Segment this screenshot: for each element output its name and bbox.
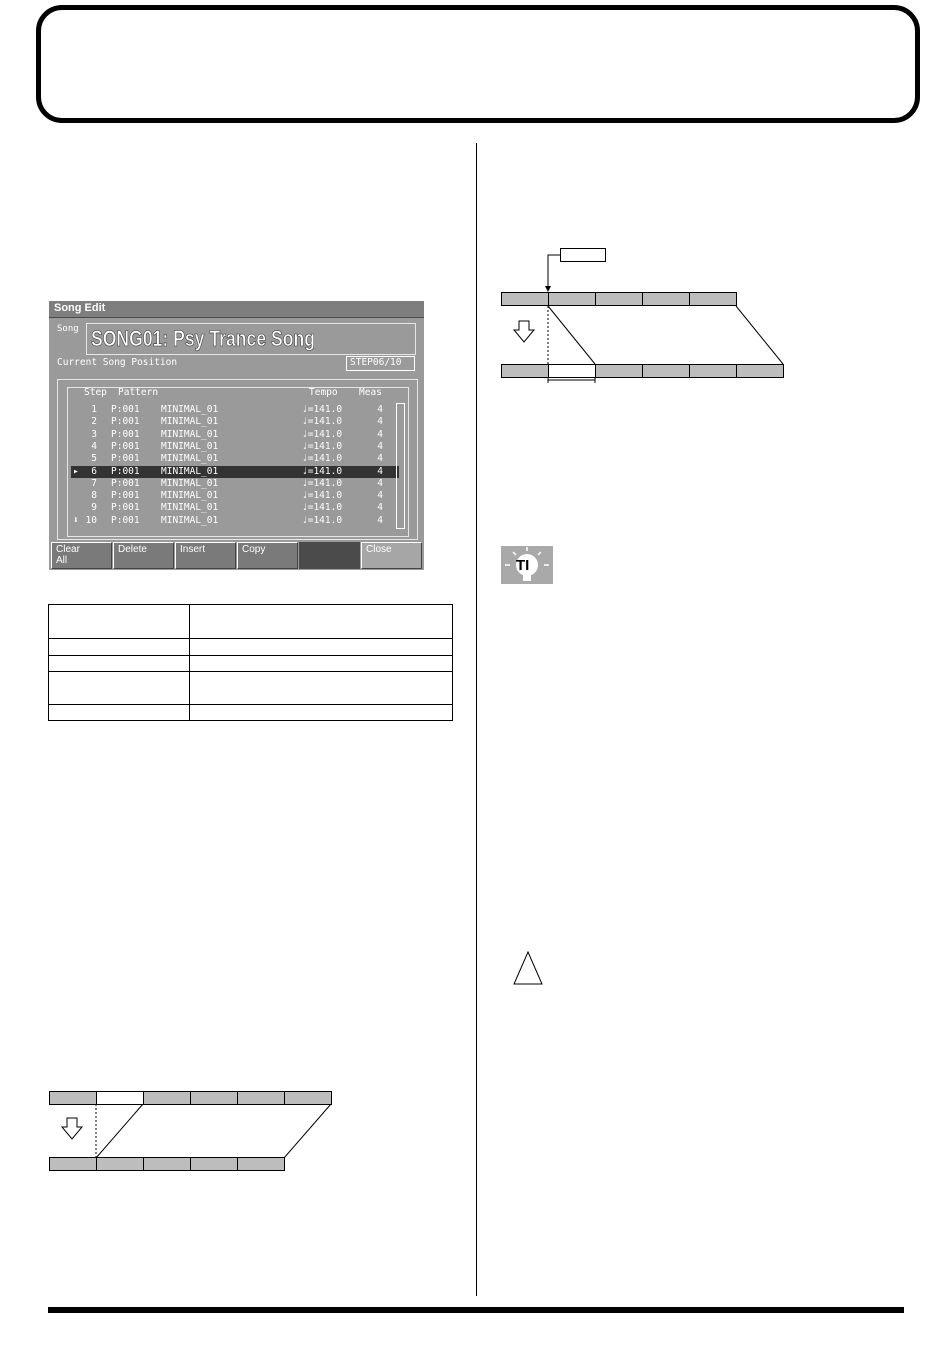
segment-block <box>595 292 643 306</box>
table-row[interactable] <box>71 416 399 428</box>
tip-icon-text: TI <box>516 557 530 574</box>
segment-block <box>689 364 737 378</box>
song-name-field[interactable] <box>86 323 416 355</box>
table-row[interactable] <box>71 515 399 527</box>
step-number: 9 <box>91 502 97 514</box>
position-value: STEP06/10 <box>350 357 402 368</box>
step-number: 2 <box>91 416 97 428</box>
pattern-name: MINIMAL_01 <box>161 440 219 452</box>
insert-button[interactable] <box>175 542 236 569</box>
step-number: 5 <box>91 453 97 465</box>
header-pattern: Pattern <box>118 387 159 398</box>
segment-block <box>595 364 643 378</box>
inserted-segment-block <box>548 364 596 378</box>
table-row[interactable] <box>71 404 399 416</box>
segment-block <box>190 1091 238 1105</box>
tempo-value: ♩=141.0 <box>302 404 343 415</box>
segment-block <box>237 1091 285 1105</box>
table-cell <box>49 705 190 721</box>
pattern-name: MINIMAL_01 <box>161 502 219 514</box>
table-row <box>49 705 453 721</box>
tempo-value: ♩=141.0 <box>302 453 343 465</box>
step-number: 7 <box>91 477 97 489</box>
step-number: 8 <box>91 490 97 502</box>
meas-value: 4 <box>377 477 383 489</box>
meas-value: 4 <box>377 416 383 428</box>
segment-block <box>49 1157 97 1171</box>
table-cell <box>190 656 453 672</box>
column-divider <box>476 143 477 1296</box>
table-row[interactable] <box>71 502 399 514</box>
segment-block <box>501 292 549 306</box>
song-label: Song <box>57 324 79 334</box>
table-row <box>49 639 453 656</box>
row-marker-icon: ⬇ <box>73 514 79 526</box>
meas-value: 4 <box>377 440 383 452</box>
tip-lightbulb-icon <box>501 546 553 584</box>
tempo-value: ♩=141.0 <box>302 502 343 514</box>
tempo-value: ♩=141.0 <box>302 440 343 452</box>
screen-title: Song Edit <box>54 302 106 314</box>
segment-block <box>143 1157 191 1171</box>
copy-label: Copy <box>242 544 266 555</box>
step-number: 6 <box>91 465 97 477</box>
tempo-value: ♩=141.0 <box>302 514 343 526</box>
header-tempo: Tempo <box>309 387 338 398</box>
step-number: 3 <box>91 428 97 440</box>
deleted-segment-block <box>96 1091 144 1105</box>
pattern-name: MINIMAL_01 <box>161 453 219 465</box>
pattern-name: MINIMAL_01 <box>161 416 219 428</box>
segment-block <box>548 292 596 306</box>
position-label: Current Song Position <box>57 357 178 368</box>
tempo-value: ♩=141.0 <box>302 465 343 477</box>
close-button[interactable] <box>361 542 422 569</box>
segment-block <box>642 364 690 378</box>
warning-triangle-icon <box>512 951 544 987</box>
song-edit-screen <box>49 301 424 570</box>
segment-block <box>143 1091 191 1105</box>
table-row[interactable] <box>71 441 399 453</box>
step-number: 4 <box>91 440 97 452</box>
down-arrow-icon <box>514 321 534 342</box>
down-arrow-icon <box>62 1118 82 1139</box>
table-row[interactable] <box>71 478 399 490</box>
insert-diagram <box>500 248 790 388</box>
meas-value: 4 <box>377 404 383 415</box>
tempo-value: ♩=141.0 <box>302 477 343 489</box>
table-row <box>49 672 453 705</box>
tempo-value: ♩=141.0 <box>302 416 343 428</box>
pattern-number: P:001 <box>111 502 140 514</box>
meas-value: 4 <box>377 514 383 526</box>
step-number: 10 <box>85 514 97 526</box>
table-cell <box>190 705 453 721</box>
pattern-name: MINIMAL_01 <box>161 404 219 415</box>
pattern-number: P:001 <box>111 490 140 502</box>
meas-value: 4 <box>377 465 383 477</box>
table-row <box>49 605 453 639</box>
position-field[interactable] <box>346 356 415 371</box>
pattern-number: P:001 <box>111 404 140 415</box>
meas-value: 4 <box>377 428 383 440</box>
header-meas: Meas <box>359 387 382 398</box>
pattern-name: MINIMAL_01 <box>161 490 219 502</box>
segment-block <box>501 364 549 378</box>
step-number: 1 <box>91 404 97 415</box>
screen-title-bar <box>49 301 424 318</box>
segment-block <box>237 1157 285 1171</box>
pattern-number: P:001 <box>111 440 140 452</box>
delete-button[interactable] <box>113 542 174 569</box>
insert-label: Insert <box>180 544 206 555</box>
delete-diagram <box>48 1090 338 1172</box>
tempo-value: ♩=141.0 <box>302 490 343 502</box>
header-step: Step <box>84 387 107 398</box>
delete-label: Delete <box>118 544 147 555</box>
song-name: SONG01: Psy Trance Song <box>91 326 315 351</box>
table-row[interactable] <box>71 466 399 478</box>
chapter-header-box <box>36 5 920 123</box>
pattern-number: P:001 <box>111 416 140 428</box>
pattern-number: P:001 <box>111 453 140 465</box>
meas-value: 4 <box>377 453 383 465</box>
bottom-rule <box>48 1307 904 1313</box>
close-label: Close <box>366 544 392 555</box>
segment-block <box>736 364 784 378</box>
row-marker-icon: ▸ <box>73 465 79 477</box>
table-cell <box>49 605 190 639</box>
table-cell <box>49 672 190 705</box>
clear-all-button[interactable] <box>51 542 112 569</box>
segment-block <box>190 1157 238 1171</box>
table-cell <box>49 656 190 672</box>
pattern-number: P:001 <box>111 428 140 440</box>
table-row[interactable] <box>71 453 399 465</box>
list-scrollbar[interactable] <box>396 403 405 529</box>
table-cell <box>190 639 453 656</box>
clear-all-label: Clear All <box>56 544 80 566</box>
table-row <box>49 656 453 672</box>
segment-block <box>96 1157 144 1171</box>
pattern-name: MINIMAL_01 <box>161 428 219 440</box>
pattern-number: P:001 <box>111 514 140 526</box>
pattern-name: MINIMAL_01 <box>161 477 219 489</box>
blank-function-button <box>299 542 360 569</box>
meas-value: 4 <box>377 490 383 502</box>
tempo-value: ♩=141.0 <box>302 428 343 440</box>
table-cell <box>49 639 190 656</box>
segment-block <box>284 1091 332 1105</box>
pattern-name: MINIMAL_01 <box>161 514 219 526</box>
pattern-number: P:001 <box>111 465 140 477</box>
pattern-name: MINIMAL_01 <box>161 465 219 477</box>
segment-block <box>642 292 690 306</box>
table-row[interactable] <box>71 490 399 502</box>
parameter-table <box>48 604 453 721</box>
table-cell <box>190 672 453 705</box>
table-row[interactable] <box>71 429 399 441</box>
segment-block <box>49 1091 97 1105</box>
meas-value: 4 <box>377 502 383 514</box>
copy-button[interactable] <box>237 542 298 569</box>
pattern-number: P:001 <box>111 477 140 489</box>
table-cell <box>190 605 453 639</box>
segment-block <box>689 292 737 306</box>
